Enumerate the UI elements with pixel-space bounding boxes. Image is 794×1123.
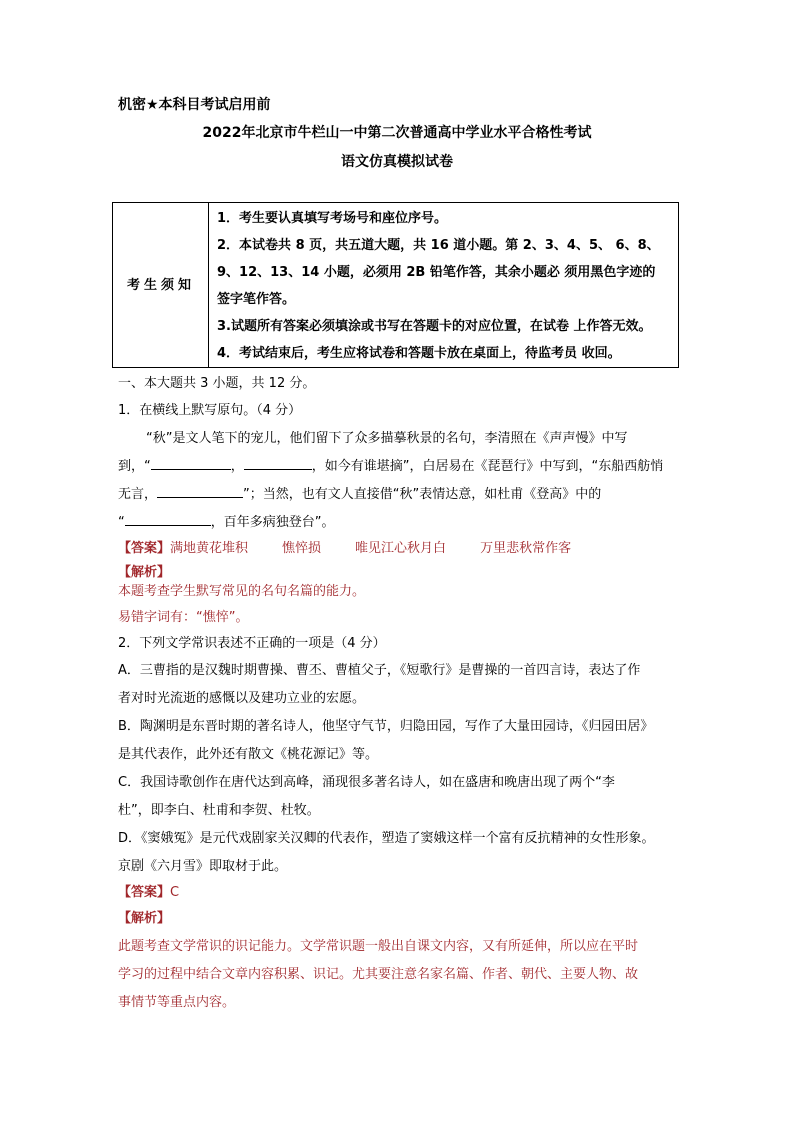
text-segment: 无言， <box>118 487 158 502</box>
exam-subtitle: 语文仿真模拟试卷 <box>341 154 453 170</box>
answer-3: 唯见江心秋月白 <box>355 541 447 556</box>
option-d: D．《窦娥冤》是元代戏剧家关汉卿的代表作，塑造了窦娥这样一个富有反抗精神的女性形象。 <box>118 831 655 846</box>
notice-table <box>112 202 679 368</box>
notice-line-5: 3.试题所有答案必须填涂或书写在答题卡的对应位置，在试卷 上作答无效。 <box>217 319 652 334</box>
answer-4: 万里悲秋常作客 <box>480 541 572 556</box>
question-2-stem: 2．下列文学常识表述不正确的一项是（4 分） <box>118 636 386 651</box>
analysis-line: 易错字词有：“憔悴”。 <box>118 610 249 625</box>
option-c-cont: 杜”，即李白、杜甫和李贺、杜牧。 <box>118 803 320 818</box>
analysis-line: 事情节等重点内容。 <box>118 995 236 1010</box>
answer-2: 憔悴损 <box>282 541 322 556</box>
analysis-line: 学习的过程中结合文章内容积累、识记。尤其要注意名家名篇、作者、朝代、主要人物、故 <box>118 967 639 982</box>
answer-blank <box>125 511 211 526</box>
option-c: C．我国诗歌创作在唐代达到高峰，涌现很多著名诗人，如在盛唐和晚唐出现了两个“李 <box>118 775 615 790</box>
answer-label: 【答案】 <box>118 885 171 900</box>
answer-blank <box>244 455 312 470</box>
analysis-line: 此题考查文学常识的识记能力。文学常识题一般出自课文内容，又有所延伸，所以应在平时 <box>118 939 639 954</box>
question-1-line-2 <box>118 455 663 474</box>
notice-line-1: 1．考生要认真填写考场号和座位序号。 <box>217 211 448 226</box>
question-1-line-4 <box>118 511 335 530</box>
answer-blank <box>157 483 243 498</box>
text-segment: “ <box>118 515 125 530</box>
notice-line-4: 签字笔作答。 <box>217 292 296 307</box>
answer-label: 【答案】 <box>118 541 171 556</box>
text-segment: ”；当然，也有文人直接借“秋”表情达意，如杜甫《登高》中的 <box>243 487 602 502</box>
question-1-answer <box>118 537 571 556</box>
notice-label-cell <box>113 203 209 367</box>
answer-blank <box>151 455 231 470</box>
notice-line-6: 4．考试结束后，考生应将试卷和答题卡放在桌面上，待监考员 收回。 <box>217 346 621 361</box>
question-2-answer <box>118 881 179 900</box>
option-d-cont: 京剧《六月雪》即取材于此。 <box>118 859 288 874</box>
section-heading: 一、本大题共 3 小题，共 12 分。 <box>118 376 316 391</box>
confidential-label: 机密★本科目考试启用前 <box>118 97 271 113</box>
option-b: B．陶渊明是东晋时期的著名诗人，他坚守气节，归隐田园，写作了大量田园诗，《归园田居》 <box>118 719 654 734</box>
notice-line-2: 2．本试卷共 8 页，共五道大题，共 16 道小题。第 2、3、4、5、 6、8、 <box>217 238 660 253</box>
answer-value: C <box>170 885 180 900</box>
text-segment: 到，“ <box>118 459 151 474</box>
analysis-label: 【解析】 <box>118 911 171 926</box>
notice-label: 考生须知 <box>126 278 195 293</box>
text-segment: ，如今有谁堪摘”，白居易在《琵琶行》中写到，“东船西舫悄 <box>311 459 664 474</box>
question-1-line-3 <box>118 483 601 502</box>
text-segment: ，百年多病独登台”。 <box>210 515 335 530</box>
analysis-label: 【解析】 <box>118 565 171 580</box>
analysis-line: 本题考查学生默写常见的名句名篇的能力。 <box>118 584 366 599</box>
option-b-cont: 是其代表作，此外还有散文《桃花源记》等。 <box>118 747 379 762</box>
option-a: A．三曹指的是汉魏时期曹操、曹丕、曹植父子，《短歌行》是曹操的一首四言诗，表达了作 <box>118 663 641 678</box>
notice-line-3: 9、12、13、14 小题，必须用 2B 铅笔作答，其余小题必 须用黑色字迹的 <box>217 265 656 280</box>
option-a-cont: 者对时光流逝的感慨以及建功立业的宏愿。 <box>118 691 366 706</box>
text-segment: ， <box>230 459 244 474</box>
exam-title: 2022年北京市牛栏山一中第二次普通高中学业水平合格性考试 <box>202 125 592 141</box>
question-1-paragraph: “秋”是文人笔下的宠儿，他们留下了众多描摹秋景的名句，李清照在《声声慢》中写 <box>146 431 628 446</box>
answer-1: 满地黄花堆积 <box>170 541 249 556</box>
question-1-stem: 1．在横线上默写原句。（4 分） <box>118 403 302 418</box>
